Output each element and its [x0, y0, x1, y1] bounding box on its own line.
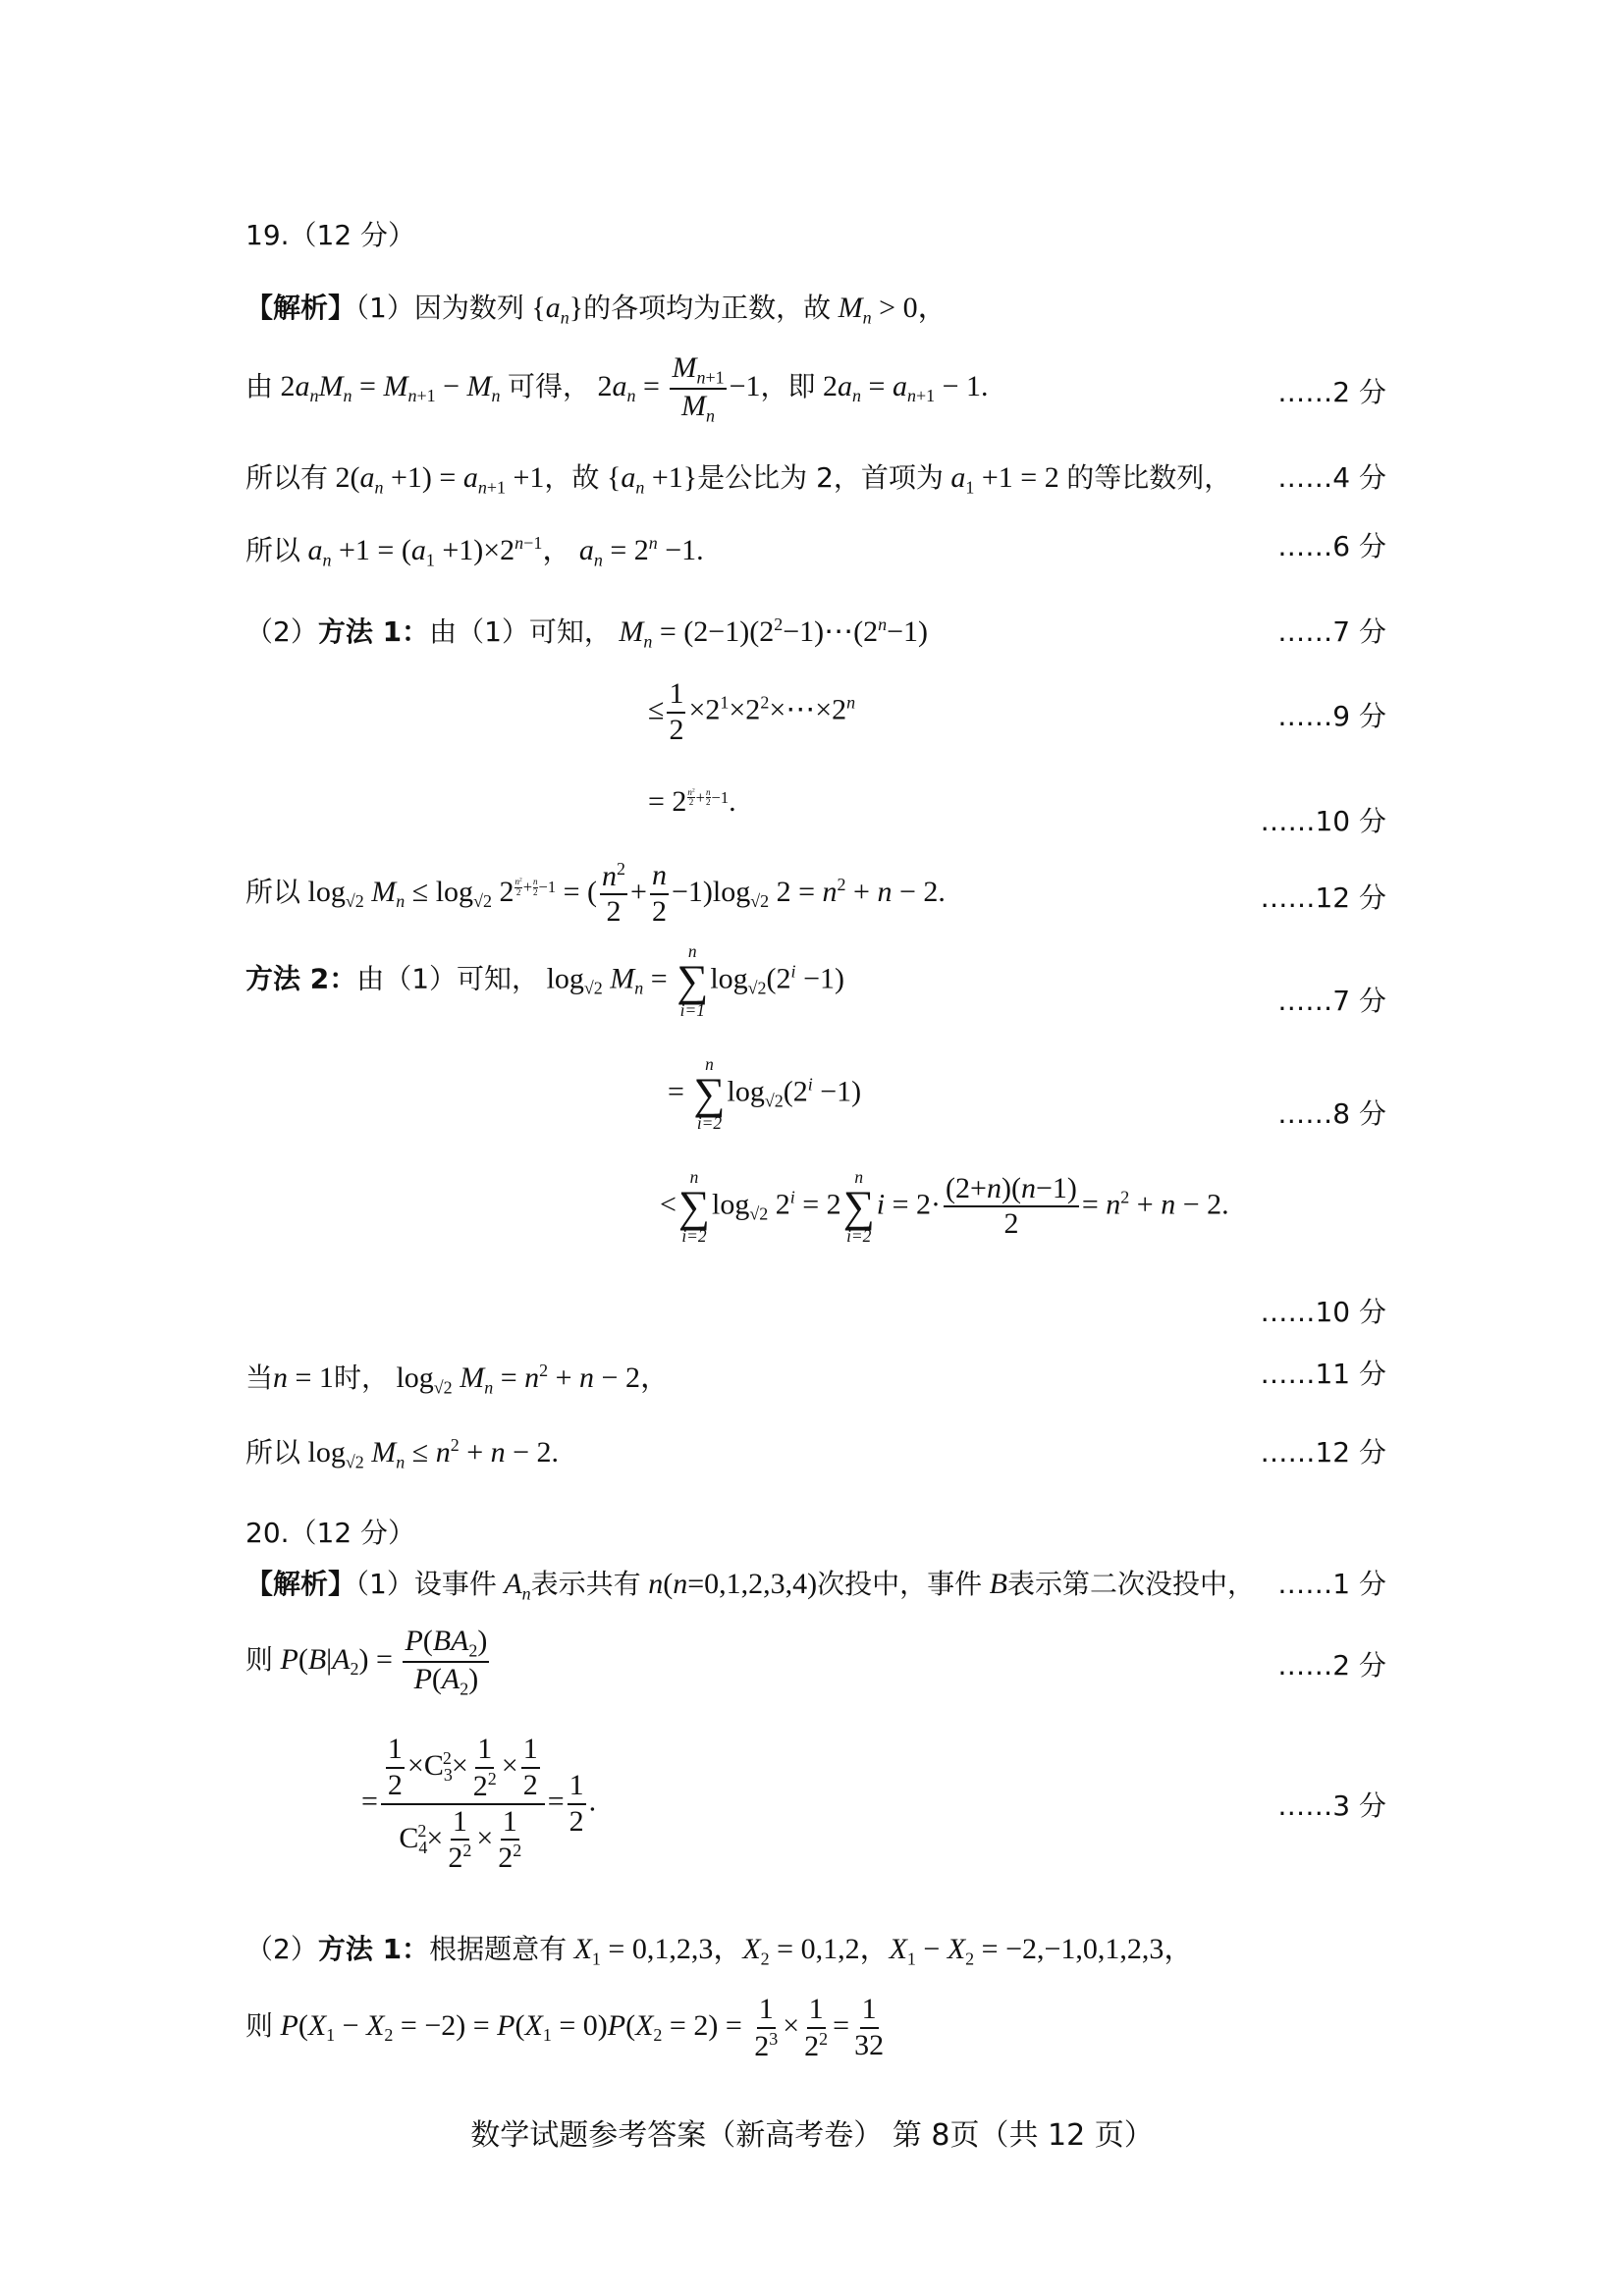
fraction: $\frac{1}{2^3}$: [754, 1993, 779, 2062]
summation: n ∑ i=2: [842, 1167, 875, 1246]
text: 的各项均为正数，故: [583, 292, 832, 324]
text: 当: [245, 1362, 274, 1394]
score-marker: ……4 分: [1277, 461, 1386, 494]
q19-method1-conclusion: 所以 $\log_{√2} M_n \le \log_{√2} 2$ $n^2$ 2 + n 2 −1 = ( $\frac{n^2}{2}$ + $\frac{n}{2}$ $-1)\log_{√2}$ $2 = n^2 + n - 2$.: [245, 859, 946, 929]
text: ，即: [760, 369, 816, 402]
summation: n ∑ i=2: [677, 1167, 711, 1246]
score-marker: ……9 分: [1277, 700, 1386, 732]
fraction: $\frac{(2+n)(n-1)}{2}$: [946, 1171, 1077, 1241]
text: 表示第二次没投中，: [1006, 1568, 1255, 1600]
text: 所以: [245, 1436, 301, 1468]
q19-geometric-line: 所以有 $2(a_n +1) = a_{n+1} +1$，故 $\{a_n +1\}$是公比为 2，首项为 $a_1 +1 = 2$ 的等比数列，: [245, 461, 1232, 498]
fraction: $\frac{M_{n+1}}{M_n}$: [672, 351, 725, 426]
score-marker: ……11 分: [1260, 1358, 1386, 1390]
text: 则: [245, 1642, 274, 1676]
text: 次投中，事件: [817, 1568, 983, 1600]
score-marker: ……2 分: [1277, 1649, 1386, 1682]
text: ，故: [544, 461, 600, 494]
text: （1）因为数列: [355, 292, 524, 324]
text: 的等比数列，: [1066, 461, 1232, 494]
score-marker: ……7 分: [1277, 615, 1386, 648]
q19-general-term-line: 所以 $a_n +1 = (a_1 +1)\times 2^{n-1}$， $a_n = 2^n -1$.: [245, 533, 704, 570]
q20-probability-line: 则 $P(X_1 - X_2 = -2) = P(X_1 = 0)P(X_2 = 2)$ = $\frac{1}{2^3}$ × $\frac{1}{2^2}$ = $\frac{1}{32}$: [245, 1993, 885, 2062]
score-marker: ……12 分: [1260, 881, 1386, 914]
fraction: $\frac{1}{2^2}$: [804, 1993, 829, 2062]
q20-analysis-line: 【解析】（1）设事件 $A_n$表示共有 n(n=0,1,2,3,4)次投中，事件 B表示第二次没投中，: [245, 1568, 1255, 1604]
text: 由（1）可知，: [429, 615, 612, 648]
q19-derivation-line: 由 $2a_nM_n = M_{n+1} - M_n$ 可得， $2a_n$ = $\frac{M_{n+1}}{M_n}$ −1，即 $2a_n = a_{n+1} - 1$.: [245, 351, 989, 426]
method-label: 方法 1：: [317, 1933, 430, 1965]
page-footer: 数学试题参考答案（新高考卷） 第 8页（共 12 页）: [470, 2118, 1154, 2153]
q19-method2-step2: = n ∑ i=2 $\log_{√2}(2^i -1)$: [668, 1054, 862, 1133]
score-marker: ……3 分: [1277, 1789, 1386, 1822]
text: （1）设事件: [355, 1568, 497, 1600]
q19-method1-step3: = 2 $n^2$ 2 + n 2 −1.: [648, 785, 736, 818]
fraction: $\frac{P(BA_2)}{P(A_2)}$: [405, 1625, 488, 1699]
q19-method1-step2: ≤ $\frac{1}{2}$ $\times 2^1\times 2^2\times\cdots\times 2^n$: [648, 677, 856, 746]
summation: n ∑ i=2: [693, 1054, 726, 1133]
text: 可得，: [508, 369, 591, 402]
text: 则: [245, 2008, 274, 2042]
analysis-label: 【解析】: [245, 1568, 356, 1600]
score-marker: ……1 分: [1277, 1568, 1386, 1600]
fraction: $\frac{n}{2}$: [651, 859, 667, 928]
method-label: 方法 1：: [317, 615, 430, 648]
q19-analysis-line: 【解析】（1）因为数列 $\{a_n\}$的各项均为正数，故 $M_n > 0$，: [245, 292, 947, 328]
fraction: $\frac{1}{2}$ $\times C_3^2\times$ $\frac{1}{2^2}$ × $\frac{1}{2}$ $C_4^2\times$ $\frac{1}{2^2}$ × $\frac{1}{2^2}$: [381, 1733, 545, 1876]
text: 由（1）可知，: [356, 962, 540, 995]
text: 是公比为 2，首项为: [697, 461, 944, 494]
score-marker: ……12 分: [1260, 1436, 1386, 1468]
text: 所以有: [245, 461, 329, 494]
text: （2）: [245, 615, 318, 648]
q20-conditional-prob-line: 则 $P(B|A_2)$ = $\frac{P(BA_2)}{P(A_2)}$: [245, 1625, 488, 1699]
fraction: $\frac{1}{32}$: [854, 1993, 885, 2061]
q19-method1-line: （2）方法 1：由（1）可知， $M_n$ = $(2-1)(2^2-1)\cdots(2^n-1)$: [245, 614, 929, 652]
fraction: $\frac{n^2}{2}$: [602, 859, 626, 929]
score-marker: ……10 分: [1260, 805, 1386, 837]
text: 表示共有: [530, 1568, 641, 1600]
text: 由: [245, 369, 274, 402]
text: 所以: [245, 875, 301, 908]
text: 根据题意有: [429, 1933, 568, 1965]
fraction: $\frac{1}{2}$: [568, 1769, 584, 1838]
score-marker: ……7 分: [1277, 985, 1386, 1017]
q20-calculation-line: = $\frac{1}{2}$ $\times C_3^2\times$ $\frac{1}{2^2}$ × $\frac{1}{2}$ $C_4^2\times$ $\frac{1}{2^2}$ × $\frac{1}{2^2}$ = $\frac{1}{2}$ .: [361, 1733, 597, 1875]
analysis-label: 【解析】: [245, 292, 356, 324]
text: 所以: [245, 534, 301, 566]
q19-final-conclusion: 所以 $\log_{√2} M_n \le n^2 + n - 2$.: [245, 1435, 560, 1472]
score-marker: ……8 分: [1277, 1097, 1386, 1130]
q19-method2-step3: < n ∑ i=2 $\log_{√2} 2^i = 2$ n ∑ i=2 i = 2· $\frac{(2+n)(n-1)}{2}$ = $n^2 + n - 2$.: [660, 1167, 1229, 1246]
summation: n ∑ i=1: [677, 941, 709, 1020]
text: 时，: [333, 1362, 389, 1394]
score-marker: ……2 分: [1277, 376, 1386, 408]
score-marker: ……6 分: [1277, 530, 1386, 562]
method-label: 方法 2：: [245, 962, 357, 995]
q19-case-n1: 当n = 1时， $\log_{√2} M_n = n^2 + n - 2$，: [245, 1361, 670, 1398]
q19-method2-line: 方法 2：由（1）可知， $\log_{√2} M_n$ = n ∑ i=1 $\log_{√2}(2^i -1)$: [245, 941, 844, 1020]
q20-method1-line: （2）方法 1：根据题意有 $X_1 = 0,1,2,3$，$X_2 = 0,1,2$，$X_1 - X_2 = -2,-1,0,1,2,3$，: [245, 1933, 1194, 1969]
question-19-header: 19.（12 分）: [245, 219, 416, 251]
fraction: $\frac{1}{2}$: [669, 677, 684, 746]
text: （2）: [245, 1933, 318, 1965]
score-marker: ……10 分: [1260, 1296, 1386, 1328]
question-20-header: 20.（12 分）: [245, 1517, 416, 1549]
